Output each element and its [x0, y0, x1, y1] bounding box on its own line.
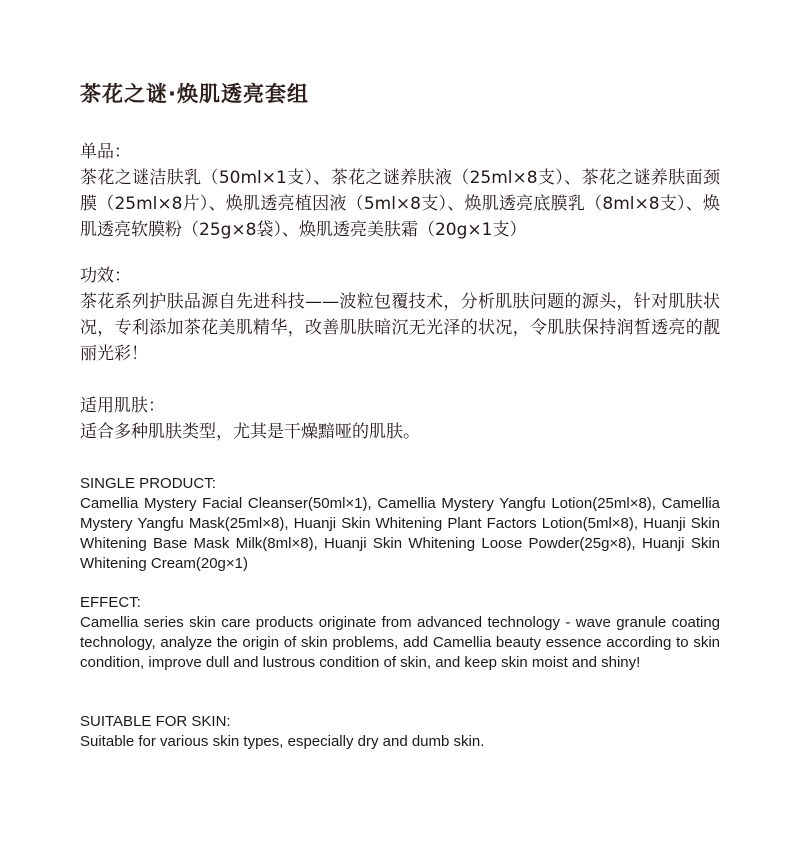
cn-single-product-section — [80, 139, 720, 243]
en-effect-text: Camellia series skin care products originate from advanced technology - wave granule coating technology, analyze the origin of skin problems, add Camellia beauty essence according to skin condition, improve dull and lustrous condition of skin, and keep skin moist and shiny! — [80, 614, 720, 671]
cn-effect-section — [80, 263, 720, 367]
en-effect-heading: EFFECT: — [80, 594, 141, 611]
en-single-product-section — [80, 474, 720, 574]
en-single-product-text: Camellia Mystery Facial Cleanser(50ml×1), Camellia Mystery Yangfu Lotion(25ml×8), Camellia Mystery Yangfu Mask(25ml×8), Huanji Skin Whitening Plant Factors Lotion(5ml×8), Huanji Skin Whitening Base Mask Milk(8ml×8), Huanji Skin Whitening Loose Powder(25g×8), Huanji Skin Whitening Cream(20g×1) — [80, 495, 720, 572]
en-suitable-skin-heading: SUITABLE FOR SKIN: — [80, 713, 231, 730]
cn-suitable-skin-section — [80, 393, 720, 445]
cn-suitable-skin-heading: 适用肌肤： — [80, 396, 165, 416]
cn-suitable-skin-text: 适合多种肌肤类型，尤其是干燥黯哑的肌肤。 — [80, 422, 420, 442]
en-suitable-skin-section — [80, 712, 720, 752]
cn-effect-heading: 功效： — [80, 266, 131, 286]
en-suitable-skin-text: Suitable for various skin types, especially dry and dumb skin. — [80, 733, 485, 750]
page-title: 茶花之谜·焕肌透亮套组 — [80, 82, 309, 106]
cn-effect-text: 茶花系列护肤品源自先进科技——波粒包覆技术，分析肌肤问题的源头，针对肌肤状况，专利添加茶花美肌精华，改善肌肤暗沉无光泽的状况，令肌肤保持润皙透亮的靓丽光彩！ — [80, 292, 720, 364]
en-single-product-heading: SINGLE PRODUCT: — [80, 475, 216, 492]
en-effect-section — [80, 593, 720, 673]
cn-single-product-heading: 单品： — [80, 142, 131, 162]
cn-single-product-text: 茶花之谜洁肤乳（50ml×1支）、茶花之谜养肤液（25ml×8支）、茶花之谜养肤面颈膜（25ml×8片）、焕肌透亮植因液（5ml×8支）、焕肌透亮底膜乳（8ml×8支）、焕肌透亮软膜粉（25g×8袋）、焕肌透亮美肤霜（20g×1支） — [80, 168, 720, 240]
